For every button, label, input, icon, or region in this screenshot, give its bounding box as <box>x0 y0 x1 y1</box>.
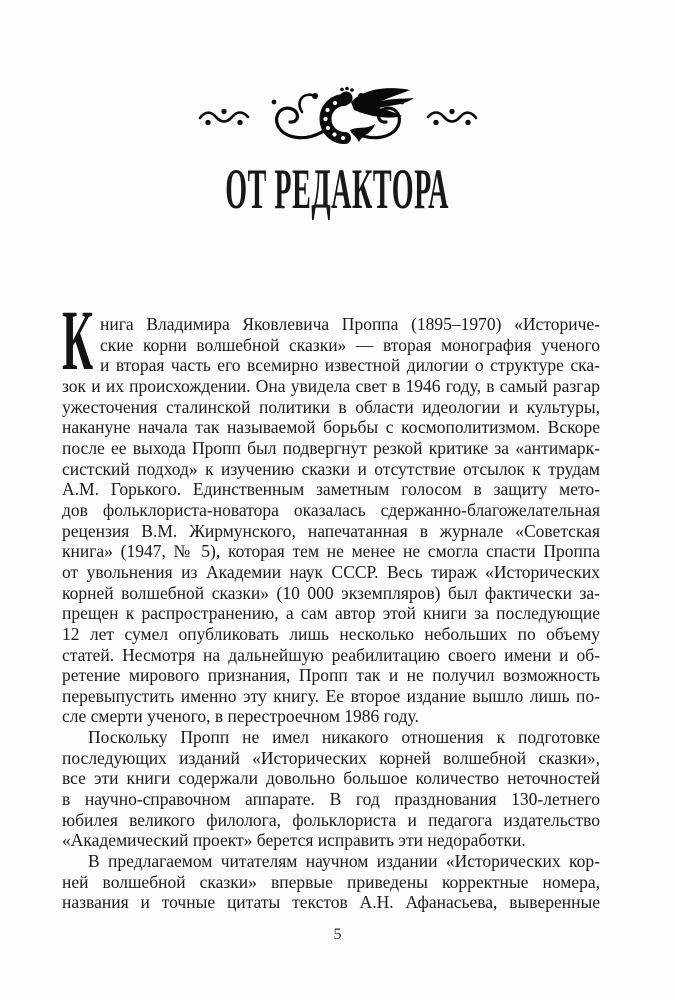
text-line: книга» (1947, № 5), которая тем не менее не смогла спасти Проппа <box>62 541 600 562</box>
text-line: ретение мирового признания, Пропп так и не получил возможность <box>62 665 600 686</box>
text-line: последующих изданий «Исторических корней волшебной сказки», <box>62 747 600 768</box>
text-line: нига Владимира Яковлевича Проппа (1895–1970) «Историче- <box>100 314 600 334</box>
text-line: В предлагаемом читателям научном издании «Исторических кор- <box>88 851 600 872</box>
text-line: ужесточения сталинской политики в области идеологии и культуры, <box>62 396 600 417</box>
text-line: 12 лет сумел опубликовать лишь несколько небольших по объему <box>62 623 600 644</box>
text-line: корней волшебной сказки» (10 000 экземпляров) был фактически за- <box>62 582 600 603</box>
text-line: после ее выхода Пропп был подвергнут резкой критике за «антимарк- <box>62 437 600 458</box>
text-line: «Академический проект» берется исправить эти недоработки. <box>62 830 526 851</box>
text-line: и вторая часть его всемирно известной дилогии о структуре ска- <box>100 355 600 376</box>
text-line: все эти книги содержали довольно большое количество неточностей <box>62 768 600 789</box>
drop-cap: К <box>62 292 94 388</box>
chapter-title <box>0 156 675 221</box>
text-line: ней волшебной сказки» впервые приведены корректные номера, <box>62 871 600 892</box>
firebird-ornament-icon <box>198 86 478 148</box>
paragraph <box>62 292 600 727</box>
text-block <box>62 292 600 913</box>
header-ornament <box>0 86 675 148</box>
text-line: Поскольку Пропп не имел никакого отношения к подготовке <box>88 727 600 748</box>
text-line: зок и их происхождении. Она увидела свет в 1946 году, в самый разгар <box>62 375 600 396</box>
text-line: названия и точные цитаты текстов А.Н. Афанасьева, выверенные <box>62 892 600 913</box>
text-line: рецензия В.М. Жирмунского, напечатанная в журнале «Советская <box>62 520 600 541</box>
text-line: в научно-справочном аппарате. В год празднования 130-летнего <box>62 789 600 810</box>
text-line: юбилея великого филолога, фольклориста и педагога издательство <box>62 809 600 830</box>
text-line: А.М. Горького. Единственным заметным голосом в защиту мето- <box>62 479 600 500</box>
text-line: от увольнения из Академии наук СССР. Весь тираж «Исторических <box>62 561 600 582</box>
text-line: статей. Несмотря на дальнейшую реабилитацию своего имени и об- <box>62 644 600 665</box>
text-line: накануне начала так называемой борьбы с космополитизмом. Вскоре <box>62 417 600 438</box>
text-line: ские корни волшебной сказки» — вторая монография ученого <box>100 334 600 355</box>
text-line: дов фольклориста-новатора оказалась сдержанно-благожелательная <box>62 499 600 520</box>
text-line: систский подход» к изучению сказки и отсутствие отсылок к трудам <box>62 458 600 479</box>
paragraph <box>62 851 600 913</box>
text-line: сле смерти ученого, в перестроечном 1986 году. <box>62 706 419 727</box>
chapter-title-text: ОТ РЕДАКТОРА <box>225 157 450 221</box>
text-line: перевыпустить именно эту книгу. Ее второе издание вышло лишь по- <box>62 685 600 706</box>
paragraph <box>62 727 600 851</box>
page-number: 5 <box>333 926 342 943</box>
text-line: прещен к распространению, а сам автор этой книги за последующие <box>62 603 600 624</box>
